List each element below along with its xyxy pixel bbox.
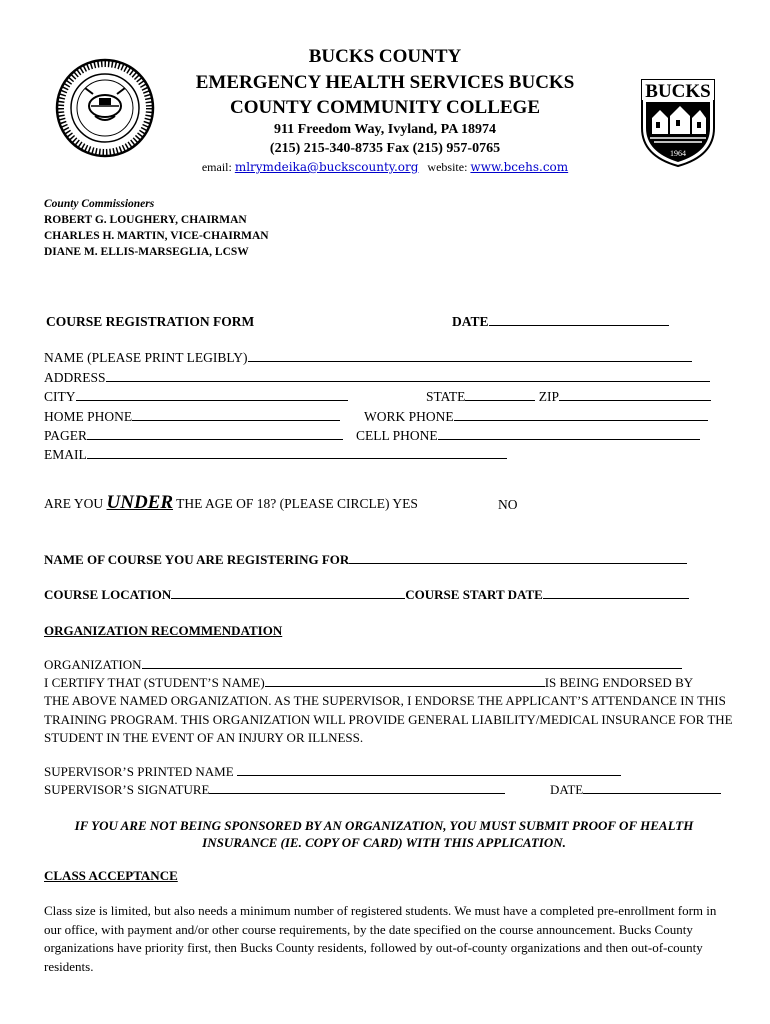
- org-field[interactable]: [142, 657, 682, 669]
- city-row: [44, 389, 348, 405]
- supervisor-sig-row: [44, 782, 505, 798]
- supervisor-sig-field[interactable]: [209, 782, 505, 794]
- pager-field[interactable]: [87, 428, 343, 440]
- home-phone-field[interactable]: [132, 409, 340, 421]
- header-line-3: COUNTY COMMUNITY COLLEGE: [230, 97, 540, 118]
- certify-end: IS BEING ENDORSED BY: [544, 675, 694, 690]
- acceptance-heading: CLASS ACCEPTANCE: [44, 868, 178, 883]
- website-label: website:: [427, 160, 468, 174]
- date-label: DATE: [452, 314, 489, 329]
- certify-row: [44, 675, 693, 691]
- bucks-logo-year: 1964: [670, 149, 686, 158]
- form-title: COURSE REGISTRATION FORM: [46, 314, 255, 329]
- course-start-label: COURSE START DATE: [405, 587, 543, 602]
- org-label: ORGANIZATION: [44, 657, 142, 672]
- course-location-label: COURSE LOCATION: [44, 587, 172, 602]
- header-address: 911 Freedom Way, Ivyland, PA 18974: [273, 122, 497, 137]
- header-line-2: EMERGENCY HEALTH SERVICES BUCKS: [195, 72, 575, 93]
- age-question-end[interactable]: THE AGE OF 18? (PLEASE CIRCLE) YES: [176, 496, 418, 511]
- age-question: [44, 492, 418, 514]
- header-line-1: BUCKS COUNTY: [308, 46, 462, 67]
- commissioners-title: County Commissioners: [44, 198, 155, 210]
- state-label: STATE: [426, 389, 466, 404]
- commissioner-1: ROBERT G. LOUGHERY, CHAIRMAN: [44, 214, 247, 226]
- org-paragraph: THE ABOVE NAMED ORGANIZATION. AS THE SUPERVISOR, I ENDORSE THE APPLICANT’S ATTENDANCE IN THIS TRAINING PROGRAM. THIS ORGANIZATION WILL PROVIDE GENERAL LIABILITY/MEDICAL INSURANCE FOR THE STUDENT IN THE EVENT OF AN INJURY OR ILLNESS.: [44, 693, 733, 745]
- course-name-row: [44, 552, 687, 568]
- name-row: [44, 350, 692, 366]
- student-name-field[interactable]: [265, 675, 545, 687]
- address-row: [44, 370, 710, 386]
- home-phone-label: HOME PHONE: [44, 409, 133, 424]
- acceptance-text: Class size is limited, but also needs a minimum number of registered students. We must have a completed pre-enrollment form in our office, with payment and/or other course requirements, by the date specified on the course announcement. Bucks County organizations have priority first, then Bucks County residents, followed by out-of-county organizations and then out-of-county residents.: [44, 903, 717, 974]
- supervisor-sig-label: SUPERVISOR’S SIGNATURE: [44, 782, 210, 797]
- org-heading: ORGANIZATION RECOMMENDATION: [44, 623, 283, 638]
- work-phone-label: WORK PHONE: [364, 409, 454, 424]
- name-field[interactable]: [248, 350, 692, 362]
- course-name-label: NAME OF COURSE YOU ARE REGISTERING FOR: [44, 552, 350, 567]
- course-start-field[interactable]: [543, 587, 689, 599]
- insurance-notice: IF YOU ARE NOT BEING SPONSORED BY AN ORGANIZATION, YOU MUST SUBMIT PROOF OF HEALTH INSURANCE (IE. COPY OF CARD) WITH THIS APPLICATION.: [74, 818, 694, 850]
- address-label: ADDRESS: [44, 370, 106, 385]
- supervisor-date-row: [550, 782, 721, 798]
- pager-label: PAGER: [44, 428, 88, 443]
- state-row: [426, 389, 711, 405]
- age-question-emph: UNDER: [106, 492, 174, 513]
- header-phones: (215) 215-340-8735 Fax (215) 957-0765: [269, 141, 501, 156]
- pager-row: [44, 428, 343, 444]
- work-phone-field[interactable]: [454, 409, 708, 421]
- email-link[interactable]: mlrymdeika@buckscounty.org: [234, 160, 419, 174]
- supervisor-date-label: DATE: [550, 782, 584, 797]
- cell-phone-label: CELL PHONE: [356, 428, 438, 443]
- course-location-row: [44, 587, 689, 603]
- city-field[interactable]: [76, 389, 348, 401]
- date-field-row: [452, 314, 669, 330]
- course-location-field[interactable]: [171, 587, 405, 599]
- address-field[interactable]: [106, 370, 710, 382]
- name-label: NAME (PLEASE PRINT LEGIBLY): [44, 350, 248, 365]
- certify-start: I CERTIFY THAT (STUDENT’S NAME): [44, 675, 265, 690]
- city-label: CITY: [44, 389, 76, 404]
- org-row: [44, 657, 682, 673]
- supervisor-name-row: [44, 764, 621, 780]
- zip-label: ZIP: [538, 389, 560, 404]
- commissioner-2: CHARLES H. MARTIN, VICE-CHAIRMAN: [44, 230, 269, 242]
- zip-field[interactable]: [559, 389, 711, 401]
- email-label: email:: [201, 160, 232, 174]
- bucks-logo-text: BUCKS: [645, 81, 711, 102]
- supervisor-date-field[interactable]: [583, 782, 721, 794]
- website-link[interactable]: www.bcehs.com: [470, 160, 569, 174]
- cell-phone-field[interactable]: [438, 428, 700, 440]
- commissioner-3: DIANE M. ELLIS-MARSEGLIA, LCSW: [44, 246, 249, 258]
- commissioners: [44, 196, 269, 260]
- age-question-start: ARE YOU: [44, 496, 104, 511]
- work-phone-row: [364, 409, 708, 425]
- date-field[interactable]: [489, 314, 669, 326]
- cell-phone-row: [356, 428, 700, 444]
- state-field[interactable]: [465, 389, 535, 401]
- email-row: [44, 447, 507, 463]
- supervisor-name-field[interactable]: [237, 764, 621, 776]
- course-name-field[interactable]: [349, 552, 687, 564]
- age-no-option[interactable]: NO: [498, 497, 518, 512]
- contact-line: [0, 160, 770, 175]
- home-phone-row: [44, 409, 340, 425]
- form-email-label: EMAIL: [44, 447, 87, 462]
- form-email-field[interactable]: [87, 447, 507, 459]
- supervisor-name-label: SUPERVISOR’S PRINTED NAME: [44, 764, 234, 779]
